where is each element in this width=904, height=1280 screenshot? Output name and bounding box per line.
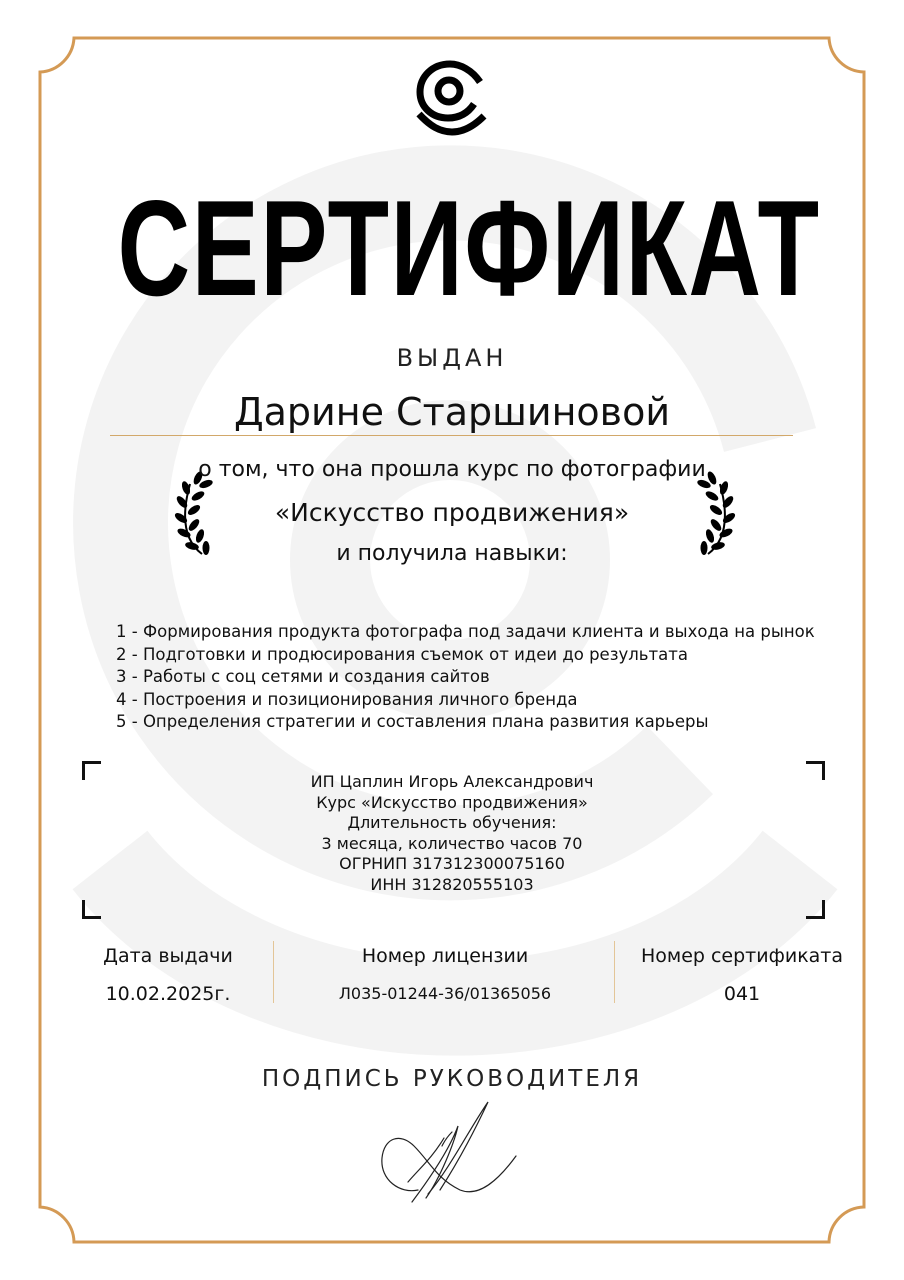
skill-item: 2 - Подготовки и продюсирования съемок от идеи до результата (116, 644, 688, 664)
signature-label: ПОДПИСЬ РУКОВОДИТЕЛЯ (261, 1066, 643, 1092)
issued-label: ВЫДАН (396, 344, 508, 372)
skill-item: 4 - Построения и позиционирования личного бренда (116, 689, 578, 709)
statement-line: о том, что она прошла курс по фотографии (198, 457, 706, 482)
certificate-number-block (632, 944, 852, 1006)
skill-item: 1 - Формирования продукта фотографа под задачи клиента и выхода на рынок (116, 622, 815, 641)
course-name: «Искусство продвижения» (274, 498, 630, 527)
corner-bracket-bottom-right (806, 900, 825, 919)
issue-date-block (68, 944, 268, 1006)
issue-date-value: 10.02.2025г. (105, 983, 231, 1005)
duration-value: 3 месяца, количество часов 70 (321, 833, 583, 853)
license-block (300, 944, 590, 1006)
duration-label: Длительность обучения: (347, 813, 557, 832)
eye-logo-icon (414, 60, 490, 140)
name-underline (110, 435, 793, 436)
column-separator (273, 941, 274, 1003)
corner-bracket-bottom-left (82, 900, 101, 919)
certificate-title: СЕРТИФИКАТ (117, 172, 821, 324)
column-separator (614, 941, 615, 1003)
license-label: Номер лицензии (361, 945, 529, 967)
skills-intro: и получила навыки: (336, 541, 568, 566)
skills-list (116, 621, 815, 734)
skill-item: 5 - Определения стратегии и составления плана развития карьеры (116, 712, 709, 731)
certificate-number-label: Номер сертификата (640, 945, 844, 967)
certificate-number-value: 041 (723, 983, 761, 1005)
license-value: Л035-01244-36/01365056 (338, 984, 552, 1003)
issuer-name: ИП Цаплин Игорь Александрович (310, 772, 594, 791)
skill-item: 3 - Работы с соц сетями и создания сайтов (116, 667, 490, 686)
issuer-info (0, 772, 904, 895)
recipient-name: Дарине Старшиновой (233, 390, 671, 434)
issuer-course: Курс «Искусство продвижения» (316, 792, 588, 812)
ogrnip: ОГРНИП 317312300075160 (339, 854, 565, 873)
issue-date-label: Дата выдачи (103, 945, 233, 967)
inn: ИНН 312820555103 (370, 874, 534, 894)
handwritten-signature-icon (370, 1098, 530, 1216)
